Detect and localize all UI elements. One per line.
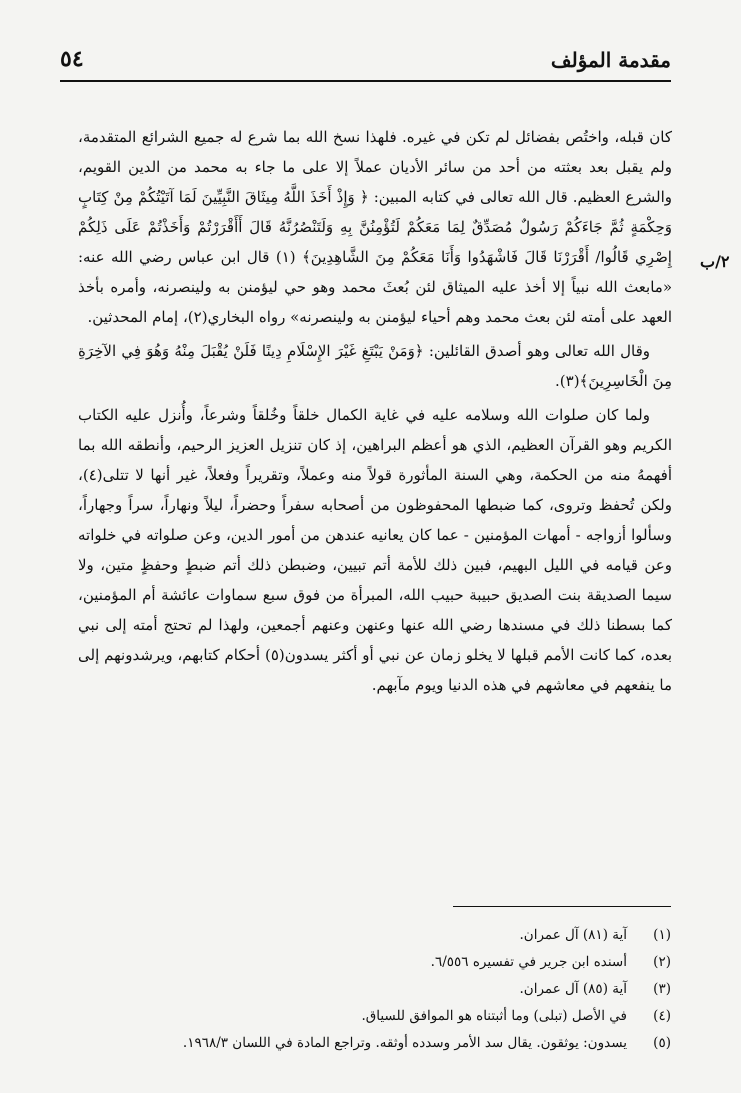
footnote-text: آية (٨٥) آل عمران. — [519, 981, 627, 997]
paragraph-1: كان قبله، واختُص بفضائل لم تكن في غيره. فلهذا نسخ الله بما شرع له جميع الشرائع المتقدمة، ولم يقبل بعد بعثته من أحد من سائر الأديان عملاً إلا على ما جاء به محمد من الدين القويم، والشرع العظيم. قال الله تعالى في كتابه المبين: ﴿ وَإِذْ أَخَذَ اللَّهُ مِيثَاقَ النَّبِيِّينَ لَمَا آتَيْتُكُمْ مِنْ كِتَابٍ وَحِكْمَةٍ ثُمَّ جَاءَكُمْ رَسُولٌ مُصَدِّقٌ لِمَا مَعَكُمْ لَتُؤْمِنُنَّ بِهِ وَلَتَنْصُرُنَّهُ قَالَ أَأَقْرَرْتُمْ وَأَخَذْتُمْ عَلَى ذَلِكُمْ إِصْرِي قَالُوا/ أَقْرَرْنَا قَالَ فَاشْهَدُوا وَأَنَا مَعَكُمْ مِنَ الشَّاهِدِينَ﴾ (١) قال ابن عباس رضي الله عنه: «مابعث الله نبياً إلا أخذ عليه الميثاق لئن بُعثَ محمد وهو حي ليؤمنن به ولينصرنه، وأمره بأخذ العهد على أمته لئن بعث محمد وهم أحياء ليؤمنن به ولينصرنه» رواه البخاري(٢)، إمام المحدثين. — [78, 128, 672, 326]
main-text — [78, 122, 672, 704]
footnote-text: في الأصل (تبلى) وما أثبتناه هو الموافق للسياق. — [361, 1008, 627, 1024]
footnotes-list — [71, 922, 671, 1057]
footnote-3 — [71, 976, 671, 1003]
manuscript-folio-marker: ٢/ب — [700, 252, 730, 271]
page-number: ٥٤ — [60, 46, 84, 72]
footnote-number: (٢) — [653, 954, 671, 970]
footnote-text: آية (٨١) آل عمران. — [519, 927, 627, 943]
paragraph-2: وقال الله تعالى وهو أصدق القائلين: ﴿وَمَنْ يَبْتَغِ غَيْرَ الإِسْلَامِ دِينًا فَلَنْ يُقْبَلَ مِنْهُ وَهُوَ فِي الآخِرَةِ مِنَ الْخَاسِرِينَ﴾(٣). — [78, 342, 672, 390]
running-title: مقدمة المؤلف — [550, 48, 671, 72]
footnote-number: (٤) — [653, 1008, 671, 1024]
footnote-text: أسنده ابن جرير في تفسيره ٦/٥٥٦. — [430, 954, 627, 970]
footnote-text: يسدون: يوثقون. يقال سد الأمر وسدده أوثقه. وتراجع المادة في اللسان ١٩٦٨/٣. — [182, 1035, 627, 1051]
footnote-number: (٥) — [653, 1035, 671, 1051]
header-rule — [60, 80, 671, 82]
footnote-5 — [71, 1030, 671, 1057]
footnote-4 — [71, 1003, 671, 1030]
running-header — [60, 44, 671, 80]
footnote-2 — [71, 949, 671, 976]
footnote-1 — [71, 922, 671, 949]
paragraph-3: ولما كان صلوات الله وسلامه عليه في غاية الكمال خلقاً وخُلقاً وشرعاً، وأُنزل عليه الكتاب الكريم وهو القرآن العظيم، الذي هو أعظم البراهين، إذ كان تنزيل العزيز الرحيم، وأنطقه الله بما أفهمهُ منه من الحكمة، وهي السنة المأثورة قولاً منه وعملاً، وتقريراً وفعلاً، غير أنها لا تتلى(٤)، ولكن تُحفظ وتروى، كما ضبطها المحفوظون من أصحابه سفراً وحضراً، ليلاً ونهاراً، سراً وجهاراً، وسألوا أزواجه - أمهات المؤمنين - عما كان يعانيه عندهن من أمور الدين، وعن صلواته في خلواته وعن قيامه في الليل البهيم، فبين ذلك للأمة أتم تبيين، وضبطن ذلك أتم ضبطٍ وحفظٍ متين، ولا سيما الصديقة بنت الصديق حبيبة حبيب الله، المبرأة من فوق سبع سماوات عائشة أم المؤمنين، كما بسطنا ذلك في مسندها رضي الله عنها وعنهن وعنهم أجمعين، ولهذا لم تحتج أمته إلى نبي بعده، كما كانت الأمم قبلها لا يخلو زمان عن نبي أو أكثر يسدون(٥) أحكام كتابهم، ويرشدونهم إلى ما ينفعهم في معاشهم في هذه الدنيا ويوم مآبهم. — [78, 406, 672, 694]
footnote-number: (١) — [653, 927, 671, 943]
footnote-number: (٣) — [653, 981, 671, 997]
footnote-separator — [453, 906, 671, 907]
